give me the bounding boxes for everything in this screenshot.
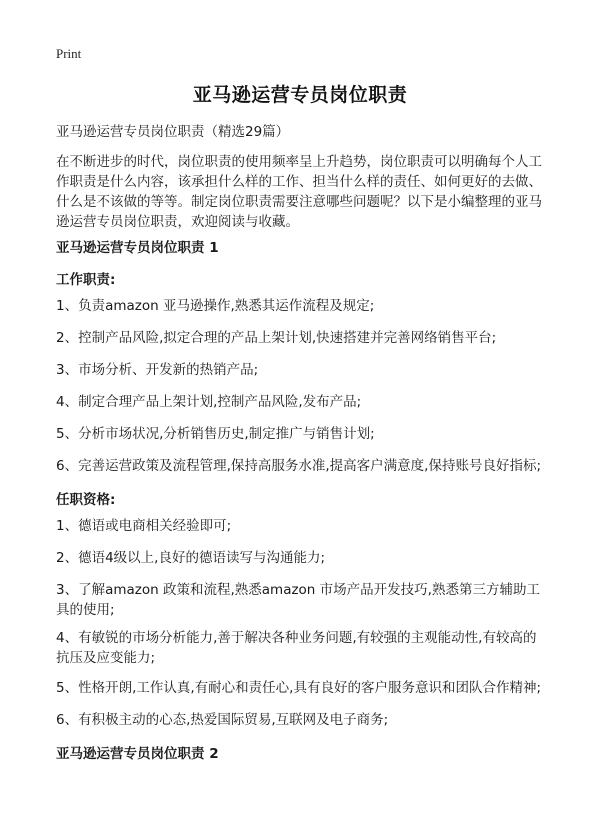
duty-item: 6、完善运营政策及流程管理,保持高服务水准,提高客户满意度,保持账号良好指标; bbox=[56, 458, 542, 474]
requirements-heading: 任职资格: bbox=[56, 492, 116, 508]
duties-heading: 工作职责: bbox=[56, 272, 116, 288]
print-link[interactable]: Print bbox=[56, 46, 82, 61]
requirement-item: 5、性格开朗,工作认真,有耐心和责任心,具有良好的客户服务意识和团队合作精神; bbox=[56, 680, 542, 696]
requirement-item: 3、了解amazon 政策和流程,熟悉amazon 市场产品开发技巧,熟悉第三方辅助工具的使用; bbox=[56, 582, 540, 618]
requirement-item: 4、有敏锐的市场分析能力,善于解决各种业务问题,有较强的主观能动性,有较高的抗压及应变能力; bbox=[56, 630, 537, 666]
requirement-item: 1、德语或电商相关经验即可; bbox=[56, 518, 232, 534]
document-subtitle: 亚马逊运营专员岗位职责（精选29篇） bbox=[56, 124, 290, 140]
duty-item: 5、分析市场状况,分析销售历史,制定推广与销售计划; bbox=[56, 426, 375, 442]
section-heading-1: 亚马逊运营专员岗位职责 1 bbox=[56, 240, 219, 256]
page-title: 亚马逊运营专员岗位职责 bbox=[192, 84, 408, 106]
requirement-item: 2、德语4级以上,良好的德语读写与沟通能力; bbox=[56, 550, 326, 566]
intro-paragraph: 在不断进步的时代，岗位职责的使用频率呈上升趋势，岗位职责可以明确每个人工作职责是什么内容，该承担什么样的工作、担当什么样的责任、如何更好的去做、什么是不该做的等等。制定岗位职责需要注意哪些问题呢？以下是小编整理的亚马逊运营专员岗位职责，欢迎阅读与收藏。 bbox=[56, 154, 542, 230]
requirement-item: 6、有积极主动的心态,热爱国际贸易,互联网及电子商务; bbox=[56, 712, 389, 728]
duty-item: 2、控制产品风险,拟定合理的产品上架计划,快速搭建并完善网络销售平台; bbox=[56, 330, 497, 346]
duty-item: 4、制定合理产品上架计划,控制产品风险,发布产品; bbox=[56, 394, 362, 410]
duty-item: 3、市场分析、开发新的热销产品; bbox=[56, 362, 259, 378]
duty-item: 1、负责amazon 亚马逊操作,熟悉其运作流程及规定; bbox=[56, 298, 375, 314]
section-heading-2: 亚马逊运营专员岗位职责 2 bbox=[56, 746, 219, 762]
